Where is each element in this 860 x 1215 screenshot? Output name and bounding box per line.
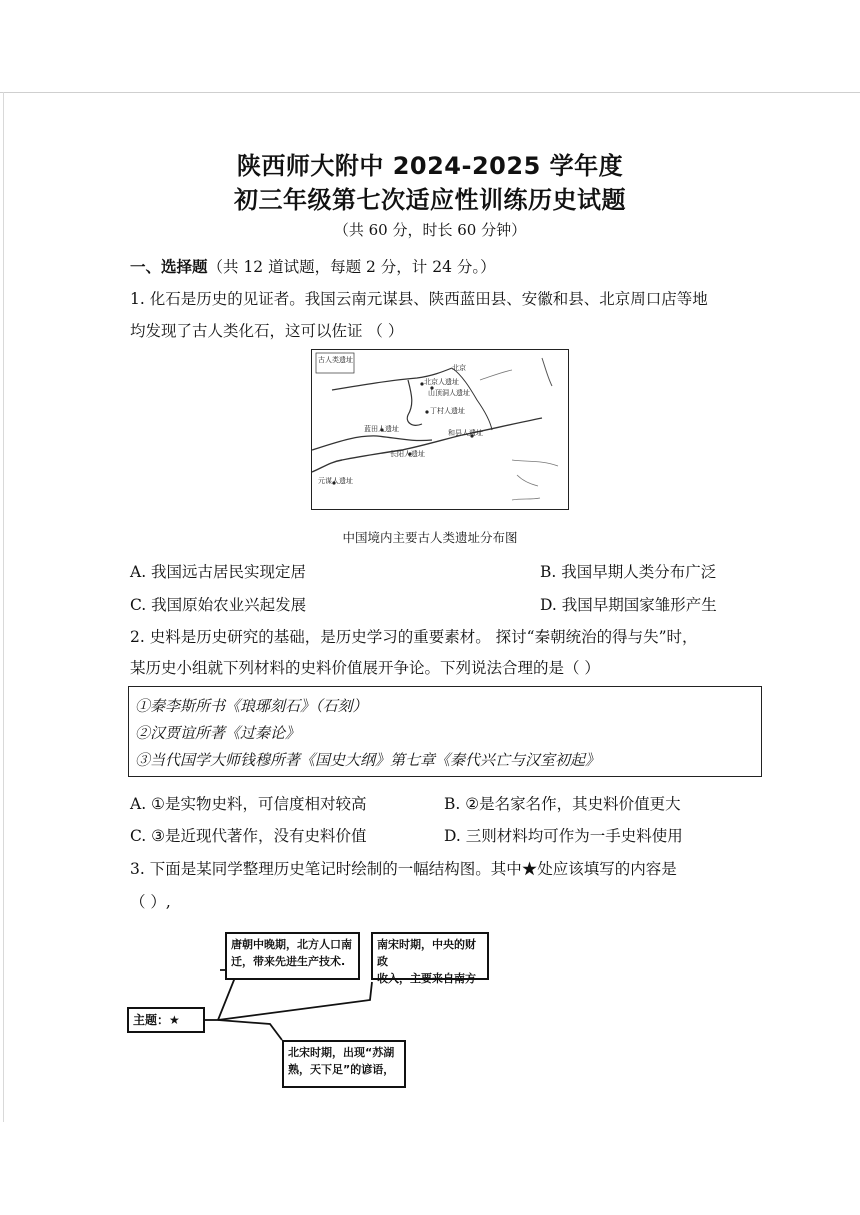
q2-source-1: ①秦李斯所书《琅琊刻石》（石刻）: [135, 697, 368, 715]
q3-diagram-note-tang: [225, 932, 360, 980]
q2-option-d[interactable]: D. 三则材料均可作为一手史料使用: [444, 827, 683, 845]
q2-stem-line2: 某历史小组就下列材料的史料价值展开争论。下列说法合理的是（ ）: [130, 659, 600, 677]
map-label-dingcun: 丁村人遗址: [430, 407, 465, 415]
q3-stem-line1: 3. 下面是某同学整理历史笔记时绘制的一幅结构图。其中★处应该填写的内容是: [130, 860, 677, 878]
exam-title-line1: 陕西师大附中 2024-2025 学年度: [236, 152, 624, 180]
q3-diagram-note-southern-song: [371, 932, 489, 985]
note-tang-line1: 唐朝中晚期，北方人口南: [231, 938, 352, 951]
q1-option-c[interactable]: C. 我国原始农业兴起发展: [130, 596, 307, 614]
q2-option-a[interactable]: A. ①是实物史料，可信度相对较高: [130, 795, 367, 813]
q1-option-a[interactable]: A. 我国远古居民实现定居: [130, 563, 307, 581]
section-title: 一、选择题: [130, 258, 208, 276]
note-northern-song-line1: 北宋时期，出现“苏湖: [288, 1046, 395, 1059]
q3-diagram-note-northern-song: [282, 1040, 406, 1088]
q1-map-caption: 中国境内主要古人类遗址分布图: [342, 530, 518, 545]
note-tang-line2: 迁，带来先进生产技术.: [231, 955, 346, 968]
q2-source-3: ③当代国学大师钱穆所著《国史大纲》第七章《秦代兴亡与汉室初起》: [135, 751, 601, 769]
q1-option-d[interactable]: D. 我国早期国家雏形产生: [540, 596, 717, 614]
map-label-yuanmou: 元谋人遗址: [318, 477, 353, 485]
q3-stem-line2: （ ）,: [130, 893, 171, 911]
q3-diagram-topic: 主题：★: [127, 1007, 205, 1033]
exam-title-line2: 初三年级第七次适应性训练历史试题: [234, 186, 626, 214]
section-description: （共 12 道试题，每题 2 分，计 24 分。）: [207, 258, 496, 276]
note-northern-song-line2: 熟，天下足”的谚语，: [288, 1063, 395, 1076]
map-label-shandingdong: 山顶洞人遗址: [428, 389, 470, 397]
note-southern-song-line2: 收入，主要来自南方: [377, 972, 476, 985]
map-label-beijing: 北京: [452, 364, 466, 372]
q2-option-c[interactable]: C. ③是近现代著作，没有史料价值: [130, 827, 367, 845]
q1-stem-line1: 1. 化石是历史的见证者。我国云南元谋县、陕西蓝田县、安徽和县、北京周口店等地: [130, 290, 708, 308]
q1-stem-line2: 均发现了古人类化石，这可以佐证 （ ）: [130, 322, 404, 340]
note-southern-song-line1: 南宋时期，中央的财政: [377, 938, 476, 968]
map-label-changyang: 长阳人遗址: [390, 450, 425, 458]
map-label-beijingren: 北京人遗址: [424, 378, 459, 386]
q2-option-b[interactable]: B. ②是名家名作，其史料价值更大: [444, 795, 681, 813]
map-label-lantian: 蓝田人遗址: [364, 425, 399, 433]
q2-source-2: ②汉贾谊所著《过秦论》: [135, 724, 301, 742]
q2-stem-line1: 2. 史料是历史研究的基础，是历史学习的重要素材。 探讨“秦朝统治的得与失”时，: [130, 628, 698, 646]
q1-option-b[interactable]: B. 我国早期人类分布广泛: [540, 563, 717, 581]
map-legend-label: 古人类遗址: [318, 356, 353, 364]
map-label-hexian: 和县人遗址: [448, 429, 483, 437]
exam-subtitle: （共 60 分，时长 60 分钟）: [333, 221, 527, 239]
